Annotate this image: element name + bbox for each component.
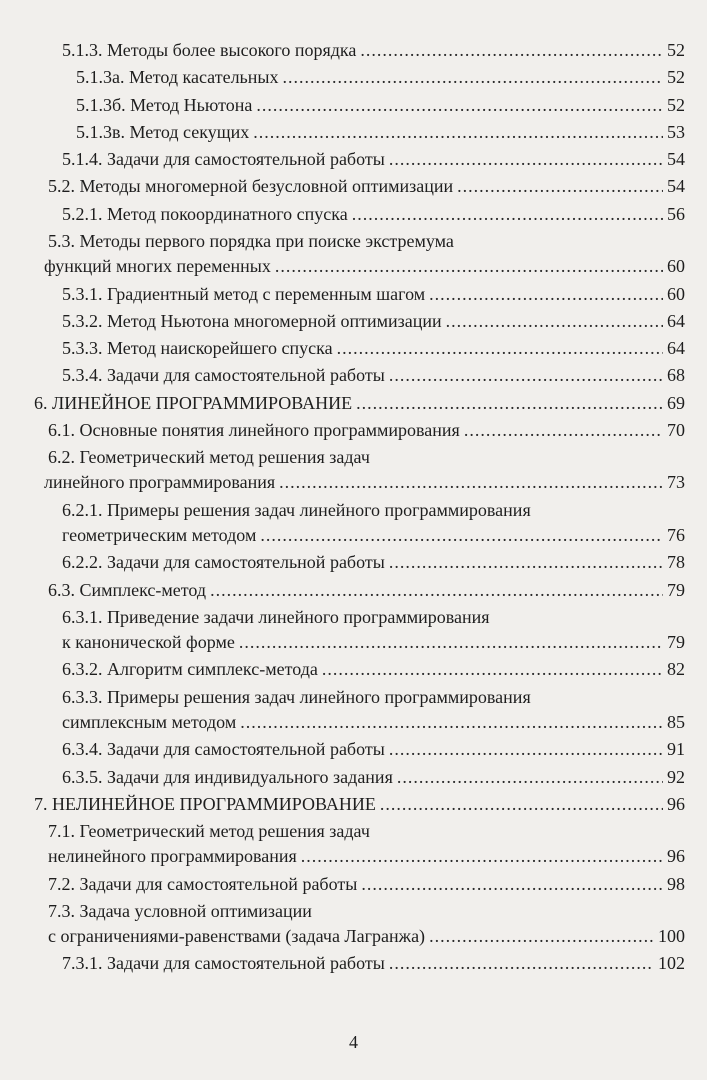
dot-leader: [282, 67, 663, 88]
toc-entry-title: 6.3. Симплекс-метод: [48, 579, 207, 600]
toc-entry-page: 60: [667, 283, 685, 304]
toc-entry: [0, 447, 707, 500]
toc-entry-page: 76: [667, 524, 685, 545]
toc-entry-page: 64: [667, 310, 685, 331]
dot-leader: [301, 846, 663, 867]
toc-entry-page: 52: [667, 67, 685, 88]
dot-leader: [260, 525, 663, 546]
dot-leader: [356, 393, 663, 414]
toc-entry-title: 6.3.5. Задачи для индивидуального задания: [62, 766, 393, 787]
dot-leader: [380, 794, 663, 815]
toc-entry: [0, 500, 707, 553]
toc-entry-page: 69: [667, 392, 685, 413]
toc-entry-page: 92: [667, 766, 685, 787]
toc-entry-page: 60: [667, 256, 685, 277]
dot-leader: [253, 122, 663, 143]
toc-entry: [0, 687, 707, 740]
toc-entry-page: 70: [667, 420, 685, 441]
dot-leader: [429, 284, 663, 305]
toc-entry-title: к канонической форме: [62, 631, 235, 652]
dot-leader: [389, 739, 663, 760]
toc-entry: [0, 794, 707, 821]
dot-leader: [397, 767, 663, 788]
toc-entry-title: 6.3.4. Задачи для самостоятельной работы: [62, 739, 385, 760]
toc-entry-title: 5.2.1. Метод покоординатного спуска: [62, 203, 348, 224]
dot-leader: [240, 712, 663, 733]
toc-entry-title: функций многих переменных: [44, 256, 271, 277]
toc-entry-page: 52: [667, 40, 685, 60]
toc-entry: [0, 284, 707, 311]
toc-entry-page: 64: [667, 338, 685, 359]
toc-entry: [0, 821, 707, 874]
toc-entry-title-line: 6.3.1. Приведение задачи линейного программирования: [62, 606, 490, 627]
dot-leader: [361, 874, 663, 895]
page-number: 4: [349, 1032, 358, 1052]
toc-entry: [0, 365, 707, 392]
toc-entry-title: 6. ЛИНЕЙНОЕ ПРОГРАММИРОВАНИЕ: [34, 392, 353, 413]
dot-leader: [239, 632, 663, 653]
toc-entry-page: 91: [667, 739, 685, 760]
toc-entry-title: 5.2. Методы многомерной безусловной оптимизации: [48, 176, 454, 197]
toc-entry-page: 78: [667, 552, 685, 573]
toc-entry: [0, 420, 707, 447]
toc-entry-page: 79: [667, 631, 685, 652]
toc-entry: [0, 149, 707, 176]
toc-entry-page: 52: [667, 94, 685, 115]
toc-entry-title-line: 7.1. Геометрический метод решения задач: [48, 821, 370, 842]
table-of-contents: [0, 40, 707, 981]
toc-entry-title: 5.1.4. Задачи для самостоятельной работы: [62, 149, 385, 170]
toc-entry: [0, 659, 707, 686]
dot-leader: [275, 256, 663, 277]
toc-entry: [0, 67, 707, 94]
dot-leader: [279, 472, 663, 493]
toc-entry-title: 6.3.2. Алгоритм симплекс-метода: [62, 659, 318, 680]
toc-entry-title: 5.1.3б. Метод Ньютона: [76, 94, 253, 115]
toc-entry: [0, 204, 707, 231]
toc-entry-title: 5.3.3. Метод наискорейшего спуска: [62, 338, 333, 359]
toc-entry: [0, 767, 707, 794]
dot-leader: [337, 338, 663, 359]
toc-entry-title-line: 6.2.1. Примеры решения задач линейного программирования: [62, 499, 531, 520]
toc-entry: [0, 580, 707, 607]
toc-entry: [0, 231, 707, 284]
toc-entry-page: 96: [667, 793, 685, 814]
toc-entry-page: 85: [667, 711, 685, 732]
toc-entry-title-line: 6.2. Геометрический метод решения задач: [48, 447, 370, 468]
toc-entry-title: 6.2.2. Задачи для самостоятельной работы: [62, 552, 385, 573]
toc-entry: [0, 739, 707, 766]
toc-entry: [0, 40, 707, 67]
dot-leader: [464, 420, 663, 441]
toc-entry-title: 7.3.1. Задачи для самостоятельной работы: [62, 953, 385, 974]
dot-leader: [389, 365, 663, 386]
toc-entry-page: 56: [667, 203, 685, 224]
toc-entry: [0, 607, 707, 660]
toc-entry-page: 54: [667, 149, 685, 170]
toc-entry-page: 100: [658, 925, 685, 946]
toc-entry-title: 5.3.2. Метод Ньютона многомерной оптимизации: [62, 310, 442, 331]
toc-entry-page: 96: [667, 846, 685, 867]
toc-entry-title: 6.1. Основные понятия линейного программирования: [48, 420, 460, 441]
dot-leader: [446, 311, 663, 332]
dot-leader: [429, 926, 654, 947]
dot-leader: [360, 40, 663, 61]
toc-entry: [0, 874, 707, 901]
toc-entry: [0, 953, 707, 980]
toc-entry-page: 53: [667, 121, 685, 142]
toc-entry-page: 54: [667, 176, 685, 197]
toc-entry: [0, 176, 707, 203]
dot-leader: [389, 953, 654, 974]
toc-entry: [0, 311, 707, 338]
toc-entry-title: 5.3.1. Градиентный метод с переменным шагом: [62, 283, 426, 304]
toc-entry-title: 5.1.3а. Метод касательных: [76, 67, 279, 88]
toc-entry-title-line: 5.3. Методы первого порядка при поиске экстремума: [48, 231, 454, 252]
toc-entry: [0, 122, 707, 149]
toc-entry-title: симплексным методом: [62, 711, 237, 732]
toc-entry-title: 5.1.3. Методы более высокого порядка: [62, 40, 357, 60]
dot-leader: [389, 149, 663, 170]
toc-entry-page: 102: [658, 953, 685, 974]
toc-entry: [0, 338, 707, 365]
toc-entry: [0, 901, 707, 954]
toc-entry: [0, 95, 707, 122]
toc-entry-title: 5.1.3в. Метод секущих: [76, 121, 250, 142]
toc-entry-page: 82: [667, 659, 685, 680]
toc-entry-page: 79: [667, 579, 685, 600]
dot-leader: [457, 176, 663, 197]
toc-entry: [0, 393, 707, 420]
toc-entry: [0, 552, 707, 579]
toc-entry-title-line: 6.3.3. Примеры решения задач линейного программирования: [62, 686, 531, 707]
toc-entry-title: линейного программирования: [44, 472, 276, 493]
dot-leader: [322, 659, 663, 680]
toc-entry-title: 7.2. Задачи для самостоятельной работы: [48, 873, 358, 894]
toc-entry-title: 7. НЕЛИНЕЙНОЕ ПРОГРАММИРОВАНИЕ: [34, 793, 376, 814]
dot-leader: [210, 580, 663, 601]
toc-entry-title-line: 7.3. Задача условной оптимизации: [48, 900, 312, 921]
toc-entry-title: нелинейного программирования: [48, 846, 297, 867]
toc-entry-page: 73: [667, 472, 685, 493]
toc-entry-title: геометрическим методом: [62, 524, 257, 545]
dot-leader: [352, 204, 663, 225]
toc-entry-page: 68: [667, 365, 685, 386]
toc-entry-title: 5.3.4. Задачи для самостоятельной работы: [62, 365, 385, 386]
dot-leader: [256, 95, 663, 116]
toc-entry-title: с ограничениями-равенствами (задача Лагранжа): [48, 925, 426, 946]
toc-entry-page: 98: [667, 873, 685, 894]
dot-leader: [389, 552, 663, 573]
